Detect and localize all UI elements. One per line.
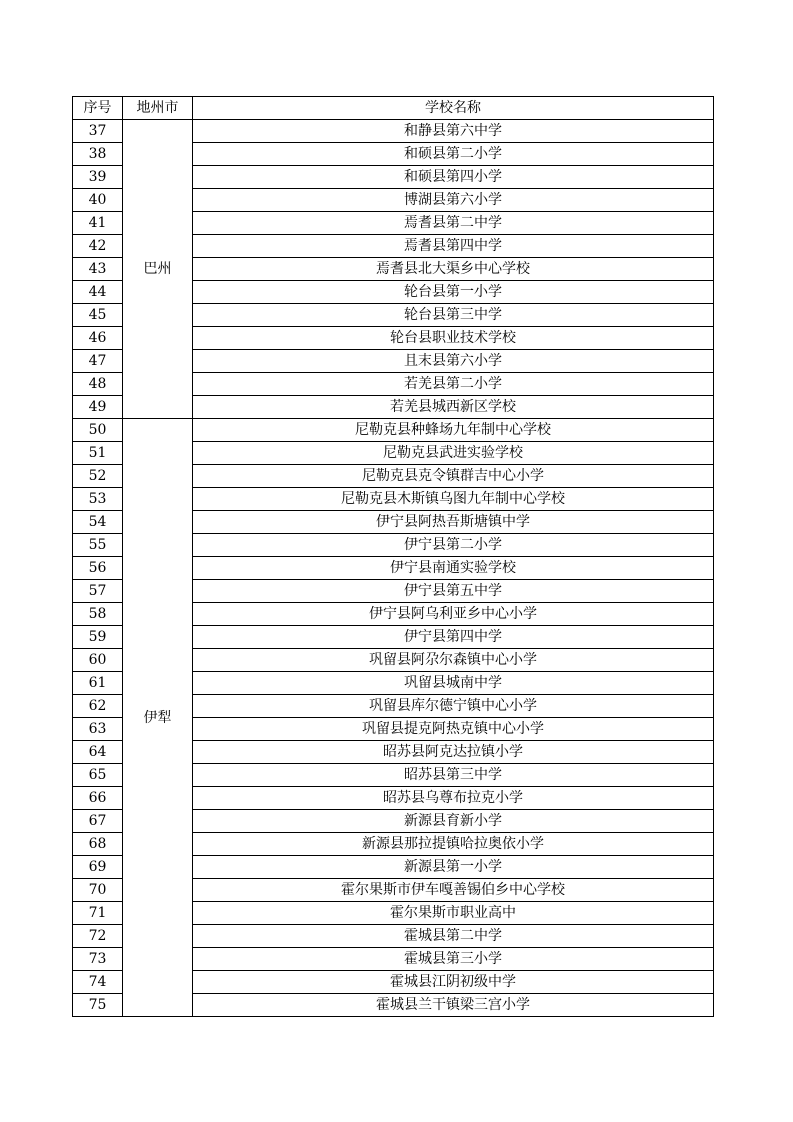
school-list-sheet bbox=[72, 96, 714, 1017]
school-name: 巩留县阿尕尔森镇中心小学 bbox=[193, 649, 714, 672]
row-number: 59 bbox=[73, 626, 123, 649]
row-number: 63 bbox=[73, 718, 123, 741]
school-name: 博湖县第六小学 bbox=[193, 189, 714, 212]
school-name: 焉耆县第二中学 bbox=[193, 212, 714, 235]
row-number: 46 bbox=[73, 327, 123, 350]
row-number: 44 bbox=[73, 281, 123, 304]
school-name: 新源县第一小学 bbox=[193, 856, 714, 879]
school-name: 巩留县城南中学 bbox=[193, 672, 714, 695]
row-number: 75 bbox=[73, 994, 123, 1017]
school-name: 焉耆县第四中学 bbox=[193, 235, 714, 258]
school-name: 霍尔果斯市伊车嘎善锡伯乡中心学校 bbox=[193, 879, 714, 902]
school-name: 若羌县第二小学 bbox=[193, 373, 714, 396]
row-number: 55 bbox=[73, 534, 123, 557]
row-number: 57 bbox=[73, 580, 123, 603]
row-number: 50 bbox=[73, 419, 123, 442]
school-name: 伊宁县阿热吾斯塘镇中学 bbox=[193, 511, 714, 534]
row-number: 64 bbox=[73, 741, 123, 764]
school-name: 尼勒克县武进实验学校 bbox=[193, 442, 714, 465]
school-name: 尼勒克县木斯镇乌图九年制中心学校 bbox=[193, 488, 714, 511]
row-number: 71 bbox=[73, 902, 123, 925]
school-name: 霍城县江阴初级中学 bbox=[193, 971, 714, 994]
school-name: 和硕县第四小学 bbox=[193, 166, 714, 189]
city-cell: 伊犁 bbox=[123, 419, 193, 1017]
row-number: 52 bbox=[73, 465, 123, 488]
row-number: 41 bbox=[73, 212, 123, 235]
school-name: 若羌县城西新区学校 bbox=[193, 396, 714, 419]
school-name: 轮台县职业技术学校 bbox=[193, 327, 714, 350]
school-name: 和静县第六中学 bbox=[193, 120, 714, 143]
row-number: 68 bbox=[73, 833, 123, 856]
header-city: 地州市 bbox=[123, 97, 193, 120]
city-cell: 巴州 bbox=[123, 120, 193, 419]
school-name: 霍尔果斯市职业高中 bbox=[193, 902, 714, 925]
school-name: 巩留县库尔德宁镇中心小学 bbox=[193, 695, 714, 718]
row-number: 48 bbox=[73, 373, 123, 396]
school-name: 伊宁县南通实验学校 bbox=[193, 557, 714, 580]
school-name: 伊宁县第五中学 bbox=[193, 580, 714, 603]
row-number: 69 bbox=[73, 856, 123, 879]
school-name: 昭苏县乌尊布拉克小学 bbox=[193, 787, 714, 810]
school-name: 尼勒克县克令镇群吉中心小学 bbox=[193, 465, 714, 488]
school-name: 昭苏县第三中学 bbox=[193, 764, 714, 787]
header-school: 学校名称 bbox=[193, 97, 714, 120]
row-number: 73 bbox=[73, 948, 123, 971]
table-row bbox=[73, 120, 714, 143]
school-name: 伊宁县第四中学 bbox=[193, 626, 714, 649]
row-number: 47 bbox=[73, 350, 123, 373]
row-number: 45 bbox=[73, 304, 123, 327]
row-number: 51 bbox=[73, 442, 123, 465]
row-number: 54 bbox=[73, 511, 123, 534]
school-name: 新源县育新小学 bbox=[193, 810, 714, 833]
table-row bbox=[73, 419, 714, 442]
school-name: 伊宁县第二小学 bbox=[193, 534, 714, 557]
school-name: 焉耆县北大渠乡中心学校 bbox=[193, 258, 714, 281]
school-name: 尼勒克县种蜂场九年制中心学校 bbox=[193, 419, 714, 442]
row-number: 60 bbox=[73, 649, 123, 672]
row-number: 65 bbox=[73, 764, 123, 787]
row-number: 62 bbox=[73, 695, 123, 718]
school-name: 轮台县第一小学 bbox=[193, 281, 714, 304]
school-name: 伊宁县阿乌利亚乡中心小学 bbox=[193, 603, 714, 626]
row-number: 61 bbox=[73, 672, 123, 695]
school-table bbox=[72, 96, 714, 1017]
row-number: 56 bbox=[73, 557, 123, 580]
row-number: 49 bbox=[73, 396, 123, 419]
header-num: 序号 bbox=[73, 97, 123, 120]
row-number: 40 bbox=[73, 189, 123, 212]
school-name: 霍城县第三小学 bbox=[193, 948, 714, 971]
school-name: 和硕县第二小学 bbox=[193, 143, 714, 166]
row-number: 53 bbox=[73, 488, 123, 511]
school-name: 且末县第六小学 bbox=[193, 350, 714, 373]
header-row bbox=[73, 97, 714, 120]
school-name: 轮台县第三中学 bbox=[193, 304, 714, 327]
row-number: 37 bbox=[73, 120, 123, 143]
row-number: 66 bbox=[73, 787, 123, 810]
row-number: 39 bbox=[73, 166, 123, 189]
row-number: 74 bbox=[73, 971, 123, 994]
school-name: 霍城县第二中学 bbox=[193, 925, 714, 948]
row-number: 43 bbox=[73, 258, 123, 281]
row-number: 58 bbox=[73, 603, 123, 626]
row-number: 38 bbox=[73, 143, 123, 166]
row-number: 67 bbox=[73, 810, 123, 833]
table-body bbox=[73, 120, 714, 1017]
school-name: 昭苏县阿克达拉镇小学 bbox=[193, 741, 714, 764]
school-name: 新源县那拉提镇哈拉奥依小学 bbox=[193, 833, 714, 856]
row-number: 70 bbox=[73, 879, 123, 902]
row-number: 42 bbox=[73, 235, 123, 258]
school-name: 巩留县提克阿热克镇中心小学 bbox=[193, 718, 714, 741]
school-name: 霍城县兰干镇梁三宫小学 bbox=[193, 994, 714, 1017]
row-number: 72 bbox=[73, 925, 123, 948]
